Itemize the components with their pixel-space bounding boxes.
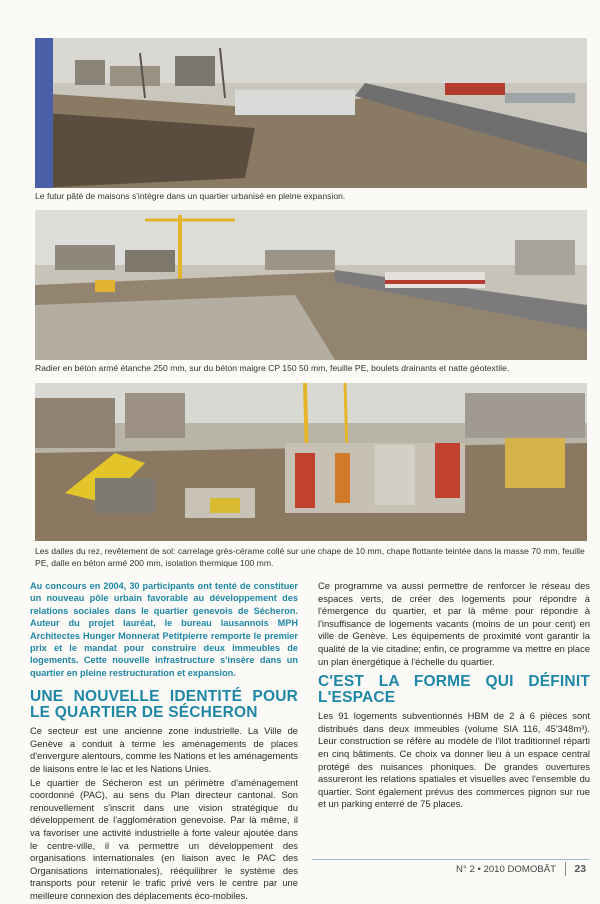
- footer-separator: [565, 862, 566, 876]
- issue-label: N° 2 • 2010 DOMOBÂT: [456, 864, 556, 875]
- photo-excavation-site: [35, 38, 587, 188]
- photo-construction-cranes: [35, 383, 587, 541]
- photo-caption: Les dalles du rez, revêtement de sol: carrelage grès-cérame collé sur une chape de 10 mm, chape flottante teintée dans la masse 70 mm, feuille PE, dalle en béton armé 200 mm, isolation thermique 100 mm.: [35, 546, 585, 568]
- photo-caption: Le futur pâté de maisons s'intègre dans un quartier urbanisé en pleine expansion.: [35, 191, 346, 201]
- paragraph: Le quartier de Sécheron est un périmètre d'aménagement coordonné (PAC), au sens du Plan directeur cantonal. Son renouvellement s'inscrit dans une vision stratégique du développement de l'agglomération genevoise. Par là même, il va favoriser une activité industrielle à forte valeur ajoutée dans le centre-ville, il va permettre un développement des organisations internationales (en liaison avec le PAC des Organisations internationales), rééquilibrer le système des transports pour retenir le trafic privé vers le centre par une meilleure connexion des déplacements éco-mobiles.: [30, 776, 298, 901]
- page-footer: [0, 858, 600, 880]
- page-number: 23: [574, 863, 586, 875]
- paragraph: Ce programme va aussi permettre de renforcer le réseau des espaces verts, de créer des logements pour répondre à l'émergence du quartier, et par là même pour répondre à l'insuffisance de logements vacants (moins de un pour cent) en ville de Genève. Les équipements de proximité vont garantir la qualité de la vie citadine; enfin, ce programme va mettre en place un plan énergétique à l'échelle du quartier.: [318, 580, 590, 667]
- paragraph: Ce secteur est une ancienne zone industrielle. La Ville de Genève a conduit à terme les aménagements de places d'envergure alentours, comme les Nations et les aménagements de liaisons entre le lac et les Nations Unies.: [30, 725, 298, 775]
- article-lead: Au concours en 2004, 30 participants ont tenté de constituer un nouveau pôle urbain favorable au développement des relations sociales dans le quartier genevois de Sécheron. Auteur du projet lauréat, le bureau lausannois MPH Architectes Hunger Monnerat Petitpierre remporte le premier prix et le mandat pour construire deux immeubles de logements. Cette nouvelle infrastructure s'insère dans un quartier en pleine restructuration et expansion.: [30, 581, 298, 678]
- section-title: UNE NOUVELLE IDENTITÉ POUR LE QUARTIER DE SÉCHERON: [30, 688, 298, 722]
- footer-rule: [312, 859, 590, 860]
- paragraph: Les 91 logements subventionnés HBM de 2 à 6 pièces sont distribués dans deux immeubles (volume SIA 116, 45'348m³). Leur construction se réfère au modèle de l'ilot traditionnel réparti en cinq bâtiments. Ce choix va donner lieu à un espace central protégé des nuisances phoniques. De grandes ouvertures assureront les relations spatiales et visuelles avec l'ensemble du quartier. Sont également prévus des commerces pignon sur rue et un parking enterré de 75 places.: [318, 710, 590, 810]
- photo-caption: Radier en béton armé étanche 250 mm, sur du béton maigre CP 150 50 mm, feuille PE, boulets drainants et natte géotextile.: [35, 363, 510, 373]
- section-title: C'EST LA FORME QUI DÉFINIT L'ESPACE: [318, 673, 590, 707]
- article-left-column: [30, 580, 298, 904]
- photo-concrete-slab-and-railway: [35, 210, 587, 360]
- article-right-column: [318, 580, 590, 812]
